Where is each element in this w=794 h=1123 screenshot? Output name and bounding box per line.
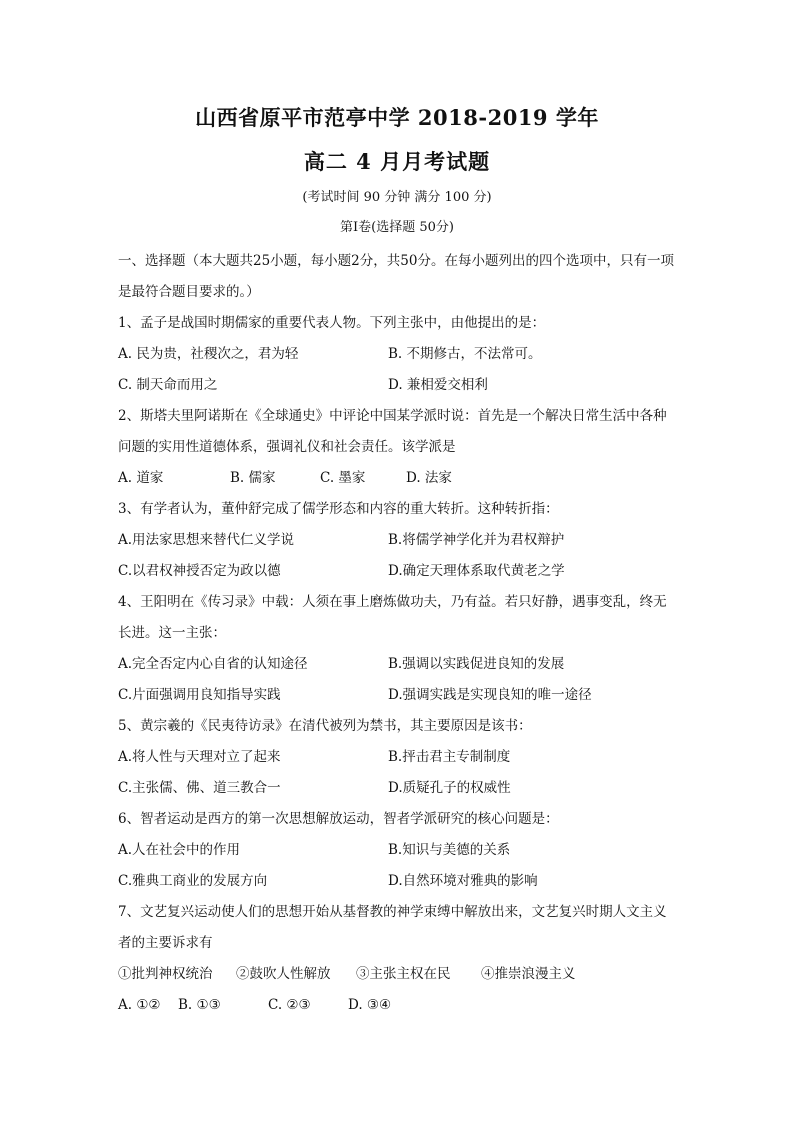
option-b: B.将儒学神学化并为君权辩护 [388, 532, 565, 548]
option-a: A.完全否定内心自省的认知途径 [118, 656, 308, 672]
option-b: B. ①③ [178, 997, 221, 1013]
option-a: A.人在社会中的作用 [118, 842, 241, 858]
option-c: C.主张儒、佛、道三教合一 [118, 780, 281, 796]
option-d: D.确定天理体系取代黄老之学 [388, 563, 565, 579]
option-c: C. 制天命而用之 [118, 377, 218, 393]
option-row [118, 680, 678, 711]
option-c: C. ②③ [268, 997, 311, 1013]
option-d: D.强调实践是实现良知的唯一途径 [388, 687, 592, 703]
option-b: B. 不期修古，不法常可。 [388, 346, 542, 362]
option-row [118, 525, 678, 556]
option-b: B.强调以实践促进良知的发展 [388, 656, 565, 672]
option-row [118, 742, 678, 773]
section-heading: 第Ⅰ卷(选择题 50分) [340, 220, 454, 235]
option-row [118, 339, 678, 370]
option-a: A. 道家 [118, 470, 164, 486]
option-row [118, 649, 678, 680]
question-stem: 5、黄宗羲的《民夷待访录》在清代被列为禁书，其主要原因是该书： [118, 718, 532, 734]
option-a: A. ①② [118, 997, 161, 1013]
question-list [118, 246, 678, 1021]
option-row [118, 556, 678, 587]
statement-row [118, 959, 678, 990]
question-stem: 1、孟子是战国时期儒家的重要代表人物。下列主张中，由他提出的是： [118, 315, 546, 331]
option-row [118, 463, 678, 494]
option-c: C. 墨家 [320, 470, 366, 486]
question-stem: 7、文艺复兴运动使人们的思想开始从基督教的神学束缚中解放出来，文艺复兴时期人文主义者的主要诉求有 [118, 904, 667, 951]
option-b: B.知识与美德的关系 [388, 842, 511, 858]
option-row [118, 990, 678, 1021]
option-row [118, 773, 678, 804]
statement-2: ②鼓吹人性解放 [236, 966, 331, 982]
option-c: C.片面强调用良知指导实践 [118, 687, 281, 703]
option-a: A.将人性与天理对立了起来 [118, 749, 281, 765]
option-a: A.用法家思想来替代仁义学说 [118, 532, 295, 548]
exam-meta: (考试时间 90 分钟 满分 100 分) [302, 190, 492, 205]
option-row [118, 835, 678, 866]
option-a: A. 民为贵，社稷次之，君为轻 [118, 346, 299, 362]
exam-title-line1: 山西省原平市范亭中学 2018-2019 学年 [195, 105, 599, 130]
statement-3: ③主张主权在民 [356, 966, 451, 982]
option-d: D.自然环境对雅典的影响 [388, 873, 538, 889]
option-d: D.质疑孔子的权威性 [388, 780, 511, 796]
option-row [118, 866, 678, 897]
question-stem: 4、王阳明在《传习录》中载：人须在事上磨炼做功夫，乃有益。若只好静，遇事变乱，终无长进。这一主张： [118, 594, 667, 641]
option-d: D. 兼相爱交相利 [388, 377, 488, 393]
option-c: C.以君权神授否定为政以德 [118, 563, 281, 579]
option-d: D. ③④ [348, 997, 392, 1013]
question-stem: 6、智者运动是西方的第一次思想解放运动，智者学派研究的核心问题是： [118, 811, 559, 827]
option-d: D. 法家 [406, 470, 452, 486]
instructions: 一、选择题（本大题共25小题，每小题2分，共50分。在每小题列出的四个选项中，只有一项是最符合题目要求的。） [118, 253, 674, 300]
statement-4: ④推崇浪漫主义 [481, 966, 576, 982]
option-b: B.抨击君主专制制度 [388, 749, 511, 765]
exam-title-line2: 高二 4 月月考试题 [303, 149, 491, 174]
statement-1: ①批判神权统治 [118, 966, 213, 982]
question-stem: 2、斯塔夫里阿诺斯在《全球通史》中评论中国某学派时说：首先是一个解决日常生活中各种问题的实用性道德体系，强调礼仪和社会责任。该学派是 [118, 408, 667, 455]
question-stem: 3、有学者认为，董仲舒完成了儒学形态和内容的重大转折。这种转折指： [118, 501, 559, 517]
option-row [118, 370, 678, 401]
option-b: B. 儒家 [230, 470, 276, 486]
option-c: C.雅典工商业的发展方向 [118, 873, 268, 889]
